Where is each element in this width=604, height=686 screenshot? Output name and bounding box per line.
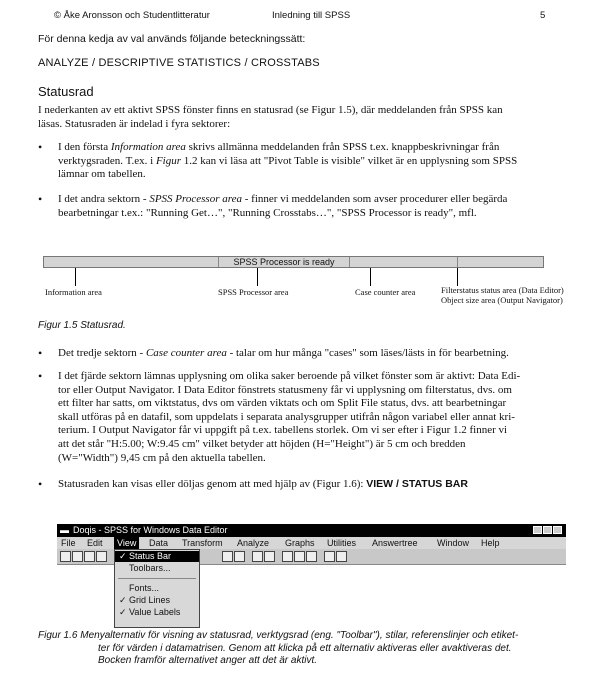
status-bar-illustration bbox=[43, 256, 544, 268]
window-titlebar bbox=[57, 524, 566, 537]
menu-help[interactable]: Help bbox=[481, 538, 500, 548]
menu-analyze[interactable]: Analyze bbox=[237, 538, 270, 548]
label-filter-area: Filterstatus status area (Data Editor) Object size area (Output Navigator) bbox=[441, 285, 564, 305]
label-processor-area: SPSS Processor area bbox=[218, 287, 289, 297]
select-cases-icon[interactable] bbox=[306, 551, 317, 562]
page-number: 5 bbox=[540, 10, 546, 21]
paragraph-1-line-1: I nederkanten av ett aktivt SPSS fönster finns en statusrad (se Figur 1.5), där meddelanden från SPSS kan bbox=[38, 104, 503, 116]
menu-item-value-labels[interactable]: ✓ Value Labels bbox=[119, 607, 181, 617]
menu-item-grid-lines[interactable]: ✓ Grid Lines bbox=[119, 595, 171, 605]
menu-item-status-bar[interactable]: ✓ Status Bar bbox=[115, 551, 199, 562]
menu-separator bbox=[118, 578, 196, 579]
running-header-center: Inledning till SPSS bbox=[272, 10, 351, 21]
menu-answertree[interactable]: Answertree bbox=[372, 538, 418, 548]
view-statusbar-path: VIEW / STATUS BAR bbox=[366, 478, 468, 490]
maximize-icon[interactable] bbox=[543, 526, 552, 534]
menu-transform[interactable]: Transform bbox=[182, 538, 223, 548]
label-counter-area: Case counter area bbox=[355, 287, 416, 297]
menu-item-toolbars[interactable]: Toolbars... bbox=[129, 563, 171, 573]
bullet-dot: • bbox=[38, 140, 43, 154]
menu-data[interactable]: Data bbox=[149, 538, 169, 548]
status-processor-segment: SPSS Processor is ready bbox=[219, 257, 350, 267]
open-icon[interactable] bbox=[60, 551, 71, 562]
menu-window[interactable]: Window bbox=[437, 538, 470, 548]
bullet-dot: • bbox=[38, 369, 43, 383]
bullet-dot: • bbox=[38, 346, 43, 360]
figure-1-6-caption: Figur 1.6 Menyalternativ för visning av statusrad, verktygsrad (eng. "Toolbar"), stilar, referenslinjer och etiket- ter för värden i datamatrisen. Genom att klicka på ett alternativ aktiveras eller avaktiveras det. Bocken framför alternativet anger att det är aktivt. bbox=[38, 630, 519, 666]
menu-item-fonts[interactable]: Fonts... bbox=[129, 583, 160, 593]
insert-case-icon[interactable] bbox=[252, 551, 263, 562]
bullet-dot: • bbox=[38, 477, 43, 491]
save-icon[interactable] bbox=[72, 551, 83, 562]
menu-utilities[interactable]: Utilities bbox=[327, 538, 357, 548]
label-information-area: Information area bbox=[45, 287, 102, 297]
view-menu-dropdown bbox=[114, 549, 200, 628]
leader-line bbox=[457, 268, 458, 286]
bullet-text: Det tredje sektorn - Case counter area - talar om hur många "cases" som läses/lästs in för bearbetning. bbox=[58, 347, 509, 359]
insert-variable-icon[interactable] bbox=[264, 551, 275, 562]
leader-line bbox=[370, 268, 371, 286]
checkmark-icon: ✓ bbox=[119, 607, 127, 617]
menu-bar bbox=[57, 537, 566, 549]
weight-cases-icon[interactable] bbox=[294, 551, 305, 562]
bullet-text: I det andra sektorn - SPSS Processor area - finner vi meddelanden som avser procedurer eller begärda bearbetningar t.ex.: "Running Get…", "Running Crosstabs…", "SPSS Processor is ready", mfl. bbox=[58, 193, 508, 219]
intro-line: För denna kedja av val används följande beteckningssätt: bbox=[38, 33, 306, 45]
paragraph-1-line-2: läsas. Statusraden är indelad i fyra sektorer: bbox=[38, 117, 231, 130]
split-file-icon[interactable] bbox=[282, 551, 293, 562]
checkmark-icon: ✓ bbox=[119, 551, 127, 561]
section-title: Statusrad bbox=[38, 84, 94, 99]
bullet-text: Statusraden kan visas eller döljas genom att med hjälp av (Figur 1.6): VIEW / STATUS BAR bbox=[58, 478, 468, 490]
menu-view[interactable]: View bbox=[114, 537, 139, 549]
bullet-text: I den första Information area skrivs allmänna meddelanden från SPSS t.ex. knappbeskrivningar från verktygsraden. T.ex. i Figur 1.2 kan vi läsa att "Pivot Table is visible" vilket är en upplysning som SPSS lämnar om tabellen. bbox=[58, 141, 518, 181]
status-info-segment bbox=[44, 257, 219, 267]
print-icon[interactable] bbox=[84, 551, 95, 562]
leader-line bbox=[257, 268, 258, 286]
value-labels-icon[interactable] bbox=[324, 551, 335, 562]
minimize-icon[interactable] bbox=[533, 526, 542, 534]
use-sets-icon[interactable] bbox=[336, 551, 347, 562]
window-menu-icon[interactable]: ▬ bbox=[60, 525, 69, 535]
leader-line bbox=[75, 268, 76, 286]
checkmark-icon: ✓ bbox=[119, 595, 127, 605]
menu-file[interactable]: File bbox=[61, 538, 76, 548]
window-title: Doqis - SPSS for Windows Data Editor bbox=[73, 525, 228, 535]
menu-graphs[interactable]: Graphs bbox=[285, 538, 315, 548]
goto-chart-icon[interactable] bbox=[222, 551, 233, 562]
bullet-dot: • bbox=[38, 192, 43, 206]
menu-edit[interactable]: Edit bbox=[87, 538, 103, 548]
figure-1-5-caption: Figur 1.5 Statusrad. bbox=[38, 320, 126, 331]
menu-path-heading: ANALYZE / DESCRIPTIVE STATISTICS / CROSSTABS bbox=[38, 57, 320, 69]
close-icon[interactable] bbox=[553, 526, 562, 534]
status-filter-segment bbox=[458, 257, 543, 267]
paragraph-1 bbox=[38, 104, 582, 131]
dialog-recall-icon[interactable] bbox=[96, 551, 107, 562]
running-header-left: © Åke Aronsson och Studentlitteratur bbox=[54, 10, 210, 21]
find-icon[interactable] bbox=[234, 551, 245, 562]
bullet-text: I det fjärde sektorn lämnas upplysning om olika saker beroende på vilket fönster som är aktivt: Data Edi- tor eller Output Navigator. I Data Editor fönstrets statusmeny får vi upplysning om filterstatus, dvs. om ett filter har satts, om viktstatus, dvs om värden viktats och om Split File status, dvs. att bearbetningar skall utföras på en datafil, som uppdelats i separata analysgrupper utifrån någon variabel eller annat kri- terium. I Output Navigator får vi uppgift på t.ex. tabellens storlek. Om vi ser efter i Figur 1.2 finner vi att det står "H:5.00; W:9.45 cm" vilket betyder att höjden (H="Height") är 5 cm och bredden (W="Width") 9,45 cm på den aktuella tabellen. bbox=[58, 370, 521, 464]
spss-window-screenshot bbox=[57, 524, 566, 628]
status-counter-segment bbox=[350, 257, 458, 267]
